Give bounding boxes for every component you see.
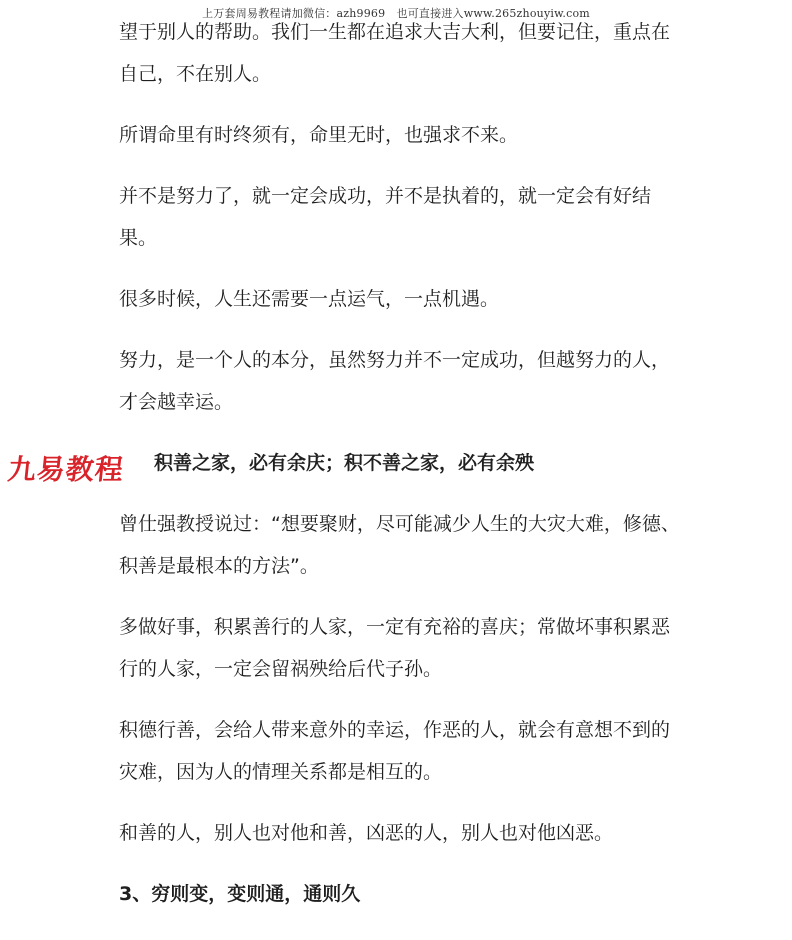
top-watermark: 上万套周易教程请加微信：azh9969 也可直接进入www.265zhouyiw.com [202,7,590,20]
document-body [119,11,687,915]
paragraph-1: 望于别人的帮助。我们一生都在追求大吉大利，但要记住，重点在自己，不在别人。 [119,21,671,85]
section-2-paragraph-4: 和善的人，别人也对他和善，凶恶的人，别人也对他凶恶。 [119,822,614,844]
section-2-heading: 积善之家，必有余庆；积不善之家，必有余殃 [154,452,535,474]
section-2-paragraph-2: 多做好事，积累善行的人家，一定有充裕的喜庆；常做坏事积累恶行的人家，一定会留祸殃给后代子孙。 [119,616,671,680]
section-2-paragraph-3: 积德行善，会给人带来意外的幸运，作恶的人，就会有意想不到的灾难，因为人的情理关系都是相互的。 [119,719,671,783]
paragraph-3: 并不是努力了，就一定会成功，并不是执着的，就一定会有好结果。 [119,185,652,249]
section-2-paragraph-1: 曾仕强教授说过：“想要聚财，尽可能减少人生的大灾大难，修德、积善是最根本的方法”。 [119,513,680,577]
section-3-heading: 3、穷则变，变则通，通则久 [119,883,361,905]
paragraph-4: 很多时候，人生还需要一点运气，一点机遇。 [119,288,500,310]
paragraph-2: 所谓命里有时终须有，命里无时，也强求不来。 [119,124,519,146]
paragraph-5: 努力，是一个人的本分，虽然努力并不一定成功，但越努力的人，才会越幸运。 [119,349,671,413]
brand-watermark-logo: 九易教程 [6,453,126,486]
